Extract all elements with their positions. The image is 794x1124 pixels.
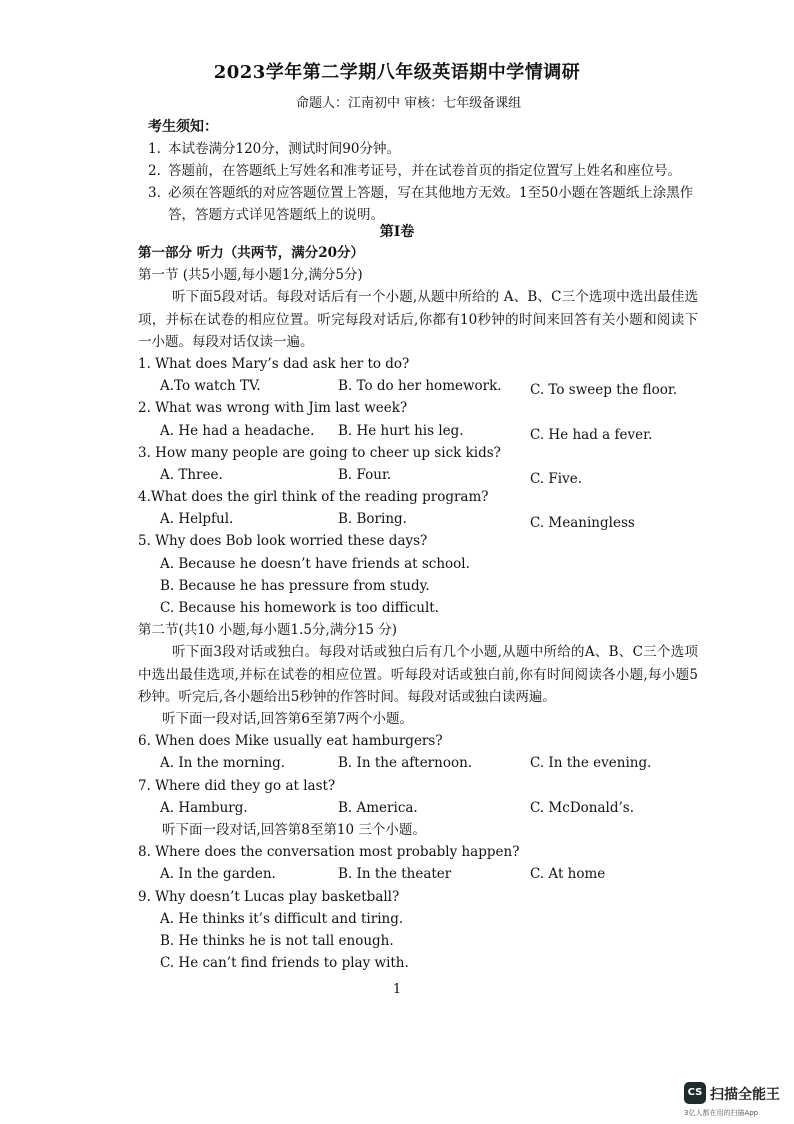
section-instructions: 听下面5段对话。每段对话后有一个小题,从题中所给的 A、B、C三个选项中选出最佳选项，并标在试卷的相应位置。听完每段对话后,你都有10秒钟的时间来回答有关小题和阅读下一小题。每段对话仅读一遍。 [138,289,698,350]
watermark-subtitle: 3亿人都在用的扫描App [684,1109,759,1117]
option-c: C. To sweep the floor. [530,382,678,399]
notice-item: 1. 本试卷满分120分，测试时间90分钟。 [148,141,400,157]
option-a: A. He thinks it’s difficult and tiring. [160,910,404,927]
options-row [138,508,698,530]
option-b: B. Four. [338,466,392,483]
watermark-name: 扫描全能王 [710,1087,780,1103]
question: 6. When does Mike usually eat hamburgers? [138,733,443,750]
notice-heading: 考生须知： [148,119,218,135]
page-title: 2023学年第二学期八年级英语期中学情调研 [213,62,581,83]
option-c: C. Because his homework is too difficult. [160,600,439,617]
question: 1. What does Mary’s dad ask her to do? [138,355,410,372]
option-c: C. Five. [530,470,583,487]
option-a: A.To watch TV. [160,378,261,395]
subsection-instruction: 听下面一段对话,回答第6至第7两个小题。 [162,711,413,728]
question: 3. How many people are going to cheer up sick kids? [138,444,501,461]
option-c: C. McDonald’s. [530,799,634,816]
option-c: C. Meaningless [530,515,635,532]
options-row [138,863,698,885]
option-b: B. In the theater [338,866,452,883]
option-a: A. Three. [160,466,223,483]
question: 5. Why does Bob look worried these days? [138,533,428,550]
options-row [138,464,698,486]
option-c: C. In the evening. [530,755,652,772]
option-b: B. In the afternoon. [338,755,473,772]
option-b: B. Because he has pressure from study. [160,577,430,594]
part-heading: 第一部分 听力（共两节，满分20分） [138,245,364,261]
section-instructions: 听下面3段对话或独白。每段对话或独白后有几个小题,从题中所给的A、B、C三个选项中选出最佳选项,并标在试卷的相应位置。听每段对话或独白前,你有时间阅读各小题,每小题5秒钟。听完后,各小题给出5秒钟的作答时间。每段对话或独白读两遍。 [138,644,698,705]
scanner-watermark [684,1082,794,1122]
notice-item: 3. 必须在答题纸的对应答题位置上答题，写在其他地方无效。1至50小题在答题纸上涂黑作答，答题方式详见答题纸上的说明。 [148,185,694,223]
options-row [138,752,698,774]
question: 9. Why doesn’t Lucas play basketball? [138,888,400,905]
notice-item: 2. 答题前，在答题纸上写姓名和准考证号，并在试卷首页的指定位置写上姓名和座位号。 [148,163,681,179]
section-heading: 第二节(共10 小题,每小题1.5分,满分15 分) [138,622,398,639]
page-number: 1 [392,982,402,997]
question: 4.What does the girl think of the reading program? [138,489,489,506]
option-c: C. He had a fever. [530,426,653,443]
option-b: B. To do her homework. [338,378,502,395]
question: 2. What was wrong with Jim last week? [138,400,408,417]
exam-content [138,242,698,974]
option-b: B. America. [338,799,418,816]
volume-heading: 第I卷 [379,224,415,240]
option-a: A. He had a headache. [160,422,315,439]
option-a: A. In the garden. [160,866,276,883]
option-b: B. He hurt his leg. [338,422,464,439]
option-a: A. Helpful. [160,511,234,528]
option-b: B. He thinks he is not tall enough. [160,932,394,949]
options-row [138,797,698,819]
option-c: C. He can’t find friends to play with. [160,955,409,972]
option-a: A. Hamburg. [160,799,248,816]
option-c: C. At home [530,866,606,883]
option-a: A. In the morning. [160,755,286,772]
notice-list [148,138,708,226]
section-heading: 第一节 (共5小题,每小题1分,满分5分) [138,267,363,284]
question: 7. Where did they go at last? [138,777,336,794]
authors-line: 命题人：江南初中 审核：七年级备课组 [296,96,522,111]
subsection-instruction: 听下面一段对话,回答第8至第10 三个小题。 [162,821,426,838]
option-b: B. Boring. [338,511,407,528]
options-row [138,375,698,397]
question: 8. Where does the conversation most probably happen? [138,844,520,861]
options-row [138,420,698,442]
option-a: A. Because he doesn’t have friends at school. [160,555,470,572]
camscanner-logo-icon: CS [684,1082,706,1104]
